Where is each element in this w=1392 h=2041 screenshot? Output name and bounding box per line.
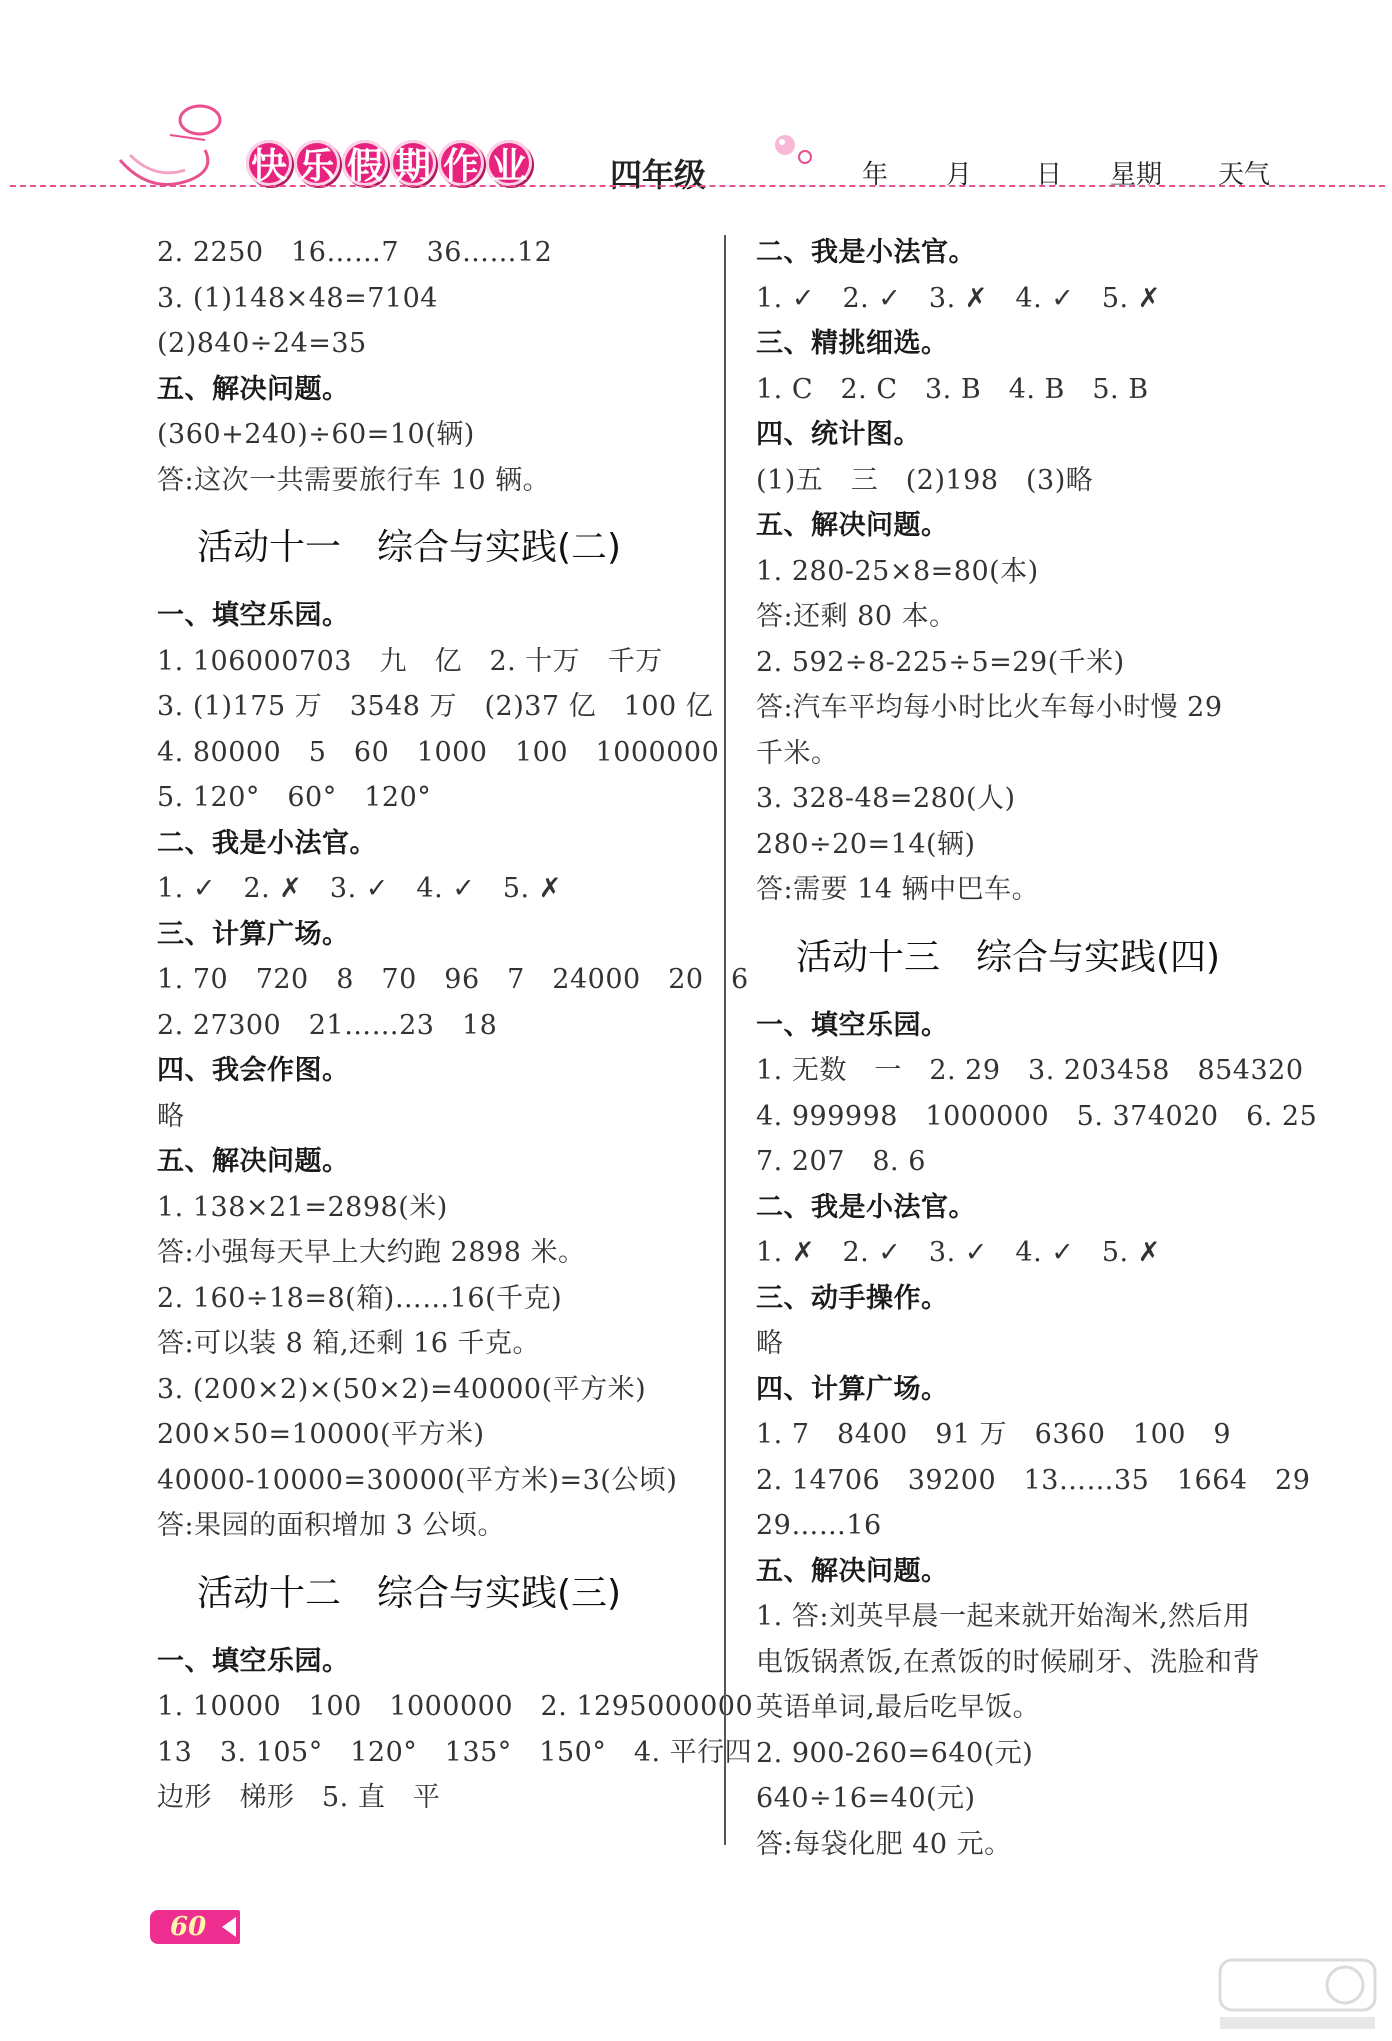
section-heading: 四、计算广场。 [756,1373,949,1405]
section-heading: 五、解决问题。 [157,373,350,405]
answer-line: 1. 70 720 8 70 96 7 24000 20 6 [157,964,749,995]
answer-line: 2. 14706 39200 13……35 1664 29 [756,1464,1311,1496]
answer-line: 答:这次一共需要旅行车 10 辆。 [157,464,551,496]
section-heading: 四、统计图。 [756,419,921,450]
answer-line: 3. (200×2)×(50×2)=40000(平方米) [157,1373,647,1405]
answer-line: 200×50=10000(平方米) [157,1419,485,1450]
answer-line: 1. ✓ 2. ✓ 3. ✗ 4. ✓ 5. ✗ [756,282,1161,314]
answer-line: (1)五 三 (2)198 (3)略 [756,464,1094,496]
header-divider [10,185,1385,187]
answer-line: 1. 7 8400 91 万 6360 100 9 [756,1419,1232,1450]
section-heading: 二、我是小法官。 [157,827,377,859]
grade-label: 四年级 [610,156,707,194]
answer-line: 1. 答:刘英早晨一起来就开始淘米,然后用 [756,1601,1251,1632]
page-number-badge [150,1910,240,1944]
header-field-day: 日 [1036,160,1063,190]
answer-line: 13 3. 105° 120° 135° 150° 4. 平行四 [157,1736,753,1768]
answer-line: 2. 592÷8-225÷5=29(千米) [756,646,1125,678]
title-char: 乐 [294,140,340,186]
answer-line: 3. (1)148×48=7104 [157,282,438,314]
answer-line: 1. 无数 一 2. 29 3. 203458 854320 [756,1055,1304,1086]
activity-title: 活动十三 综合与实践(四) [796,936,1221,978]
answer-line: 边形 梯形 5. 直 平 [157,1782,441,1813]
answer-line: 29……16 [756,1510,882,1541]
page-number: 60 [170,1912,207,1942]
title-char: 作 [438,140,484,186]
answer-line: 英语单词,最后吃早饭。 [756,1692,1041,1723]
header-field-month: 月 [946,160,973,190]
title-char: 快 [246,140,292,186]
answer-line: 千米。 [756,737,839,769]
answer-line: 1. ✗ 2. ✓ 3. ✓ 4. ✓ 5. ✗ [756,1237,1161,1268]
answer-line: 答:每袋化肥 40 元。 [756,1828,1012,1860]
title-char: 期 [390,140,436,186]
arrow-icon [222,1917,236,1937]
right-answer-column [756,230,1336,1867]
answer-line: 1. 10000 100 1000000 2. 1295000000 [157,1691,754,1722]
answer-line: 1. ✓ 2. ✗ 3. ✓ 4. ✓ 5. ✗ [157,873,562,904]
answer-line: 2. 160÷18=8(箱)……16(千克) [157,1282,563,1314]
left-answer-column [157,230,754,1821]
answer-line: 答:小强每天早上大约跑 2898 米。 [157,1237,586,1268]
header-field-year: 年 [862,160,889,190]
section-heading: 五、解决问题。 [157,1146,350,1177]
answer-line: 640÷16=40(元) [756,1783,976,1814]
answer-line: 答:可以装 8 箱,还剩 16 千克。 [157,1328,541,1359]
section-heading: 一、填空乐园。 [157,1645,350,1677]
answer-line: (360+240)÷60=10(辆) [157,419,475,450]
section-heading: 五、解决问题。 [756,510,949,541]
section-heading: 三、计算广场。 [157,918,350,950]
column-divider [724,235,726,1845]
answer-line: 3. (1)175 万 3548 万 (2)37 亿 100 亿 [157,691,714,722]
header-field-weekday: 星期 [1110,160,1163,190]
answer-line: 7. 207 8. 6 [756,1146,926,1177]
section-heading: 五、解决问题。 [756,1555,949,1587]
answer-line: 4. 80000 5 60 1000 100 1000000 [157,736,720,768]
answer-line: 答:果园的面积增加 3 公顷。 [157,1510,505,1541]
section-heading: 三、精挑细选。 [756,328,949,359]
page-header [0,0,1392,200]
section-heading: 一、填空乐园。 [756,1009,949,1041]
answer-line: 答:需要 14 辆中巴车。 [756,874,1040,905]
activity-title: 活动十一 综合与实践(二) [197,527,622,568]
answer-line: 答:汽车平均每小时比火车每小时慢 29 [756,692,1223,723]
answer-line: 4. 999998 1000000 5. 374020 6. 25 [756,1100,1318,1132]
answer-line: 1. 138×21=2898(米) [157,1191,448,1223]
header-field-weather: 天气 [1218,160,1271,190]
answer-line: 略 [157,1100,185,1132]
title-char: 假 [342,140,388,186]
answer-line: 2. 900-260=640(元) [756,1737,1034,1769]
activity-title: 活动十二 综合与实践(三) [197,1572,622,1614]
section-heading: 二、我是小法官。 [756,237,976,268]
answer-line: 略 [756,1328,784,1359]
title-char: 业 [486,140,532,186]
book-title [246,140,532,186]
answer-line: 280÷20=14(辆) [756,828,976,860]
section-heading: 三、动手操作。 [756,1282,949,1314]
bubble-decoration-icon [770,130,820,170]
answer-line: 2. 27300 21……23 18 [157,1009,498,1041]
answer-line: 1. 280-25×8=80(本) [756,555,1039,587]
answer-line: 40000-10000=30000(平方米)=3(公顷) [157,1464,678,1496]
answer-line: 3. 328-48=280(人) [756,783,1016,814]
section-heading: 一、填空乐园。 [157,600,350,631]
answer-line: 电饭锅煮饭,在煮饭的时候刷牙、洗脸和背 [756,1646,1261,1678]
watermark-logo-icon [1215,1955,1380,2035]
answer-line: 2. 2250 16……7 36……12 [157,237,553,268]
section-heading: 二、我是小法官。 [756,1191,976,1223]
answer-line: 5. 120° 60° 120° [157,782,432,813]
answer-line: (2)840÷24=35 [157,328,367,359]
answer-line: 1. 106000703 九 亿 2. 十万 千万 [157,645,663,677]
answer-line: 答:还剩 80 本。 [756,601,957,632]
section-heading: 四、我会作图。 [157,1055,350,1086]
answer-line: 1. C 2. C 3. B 4. B 5. B [756,373,1149,405]
